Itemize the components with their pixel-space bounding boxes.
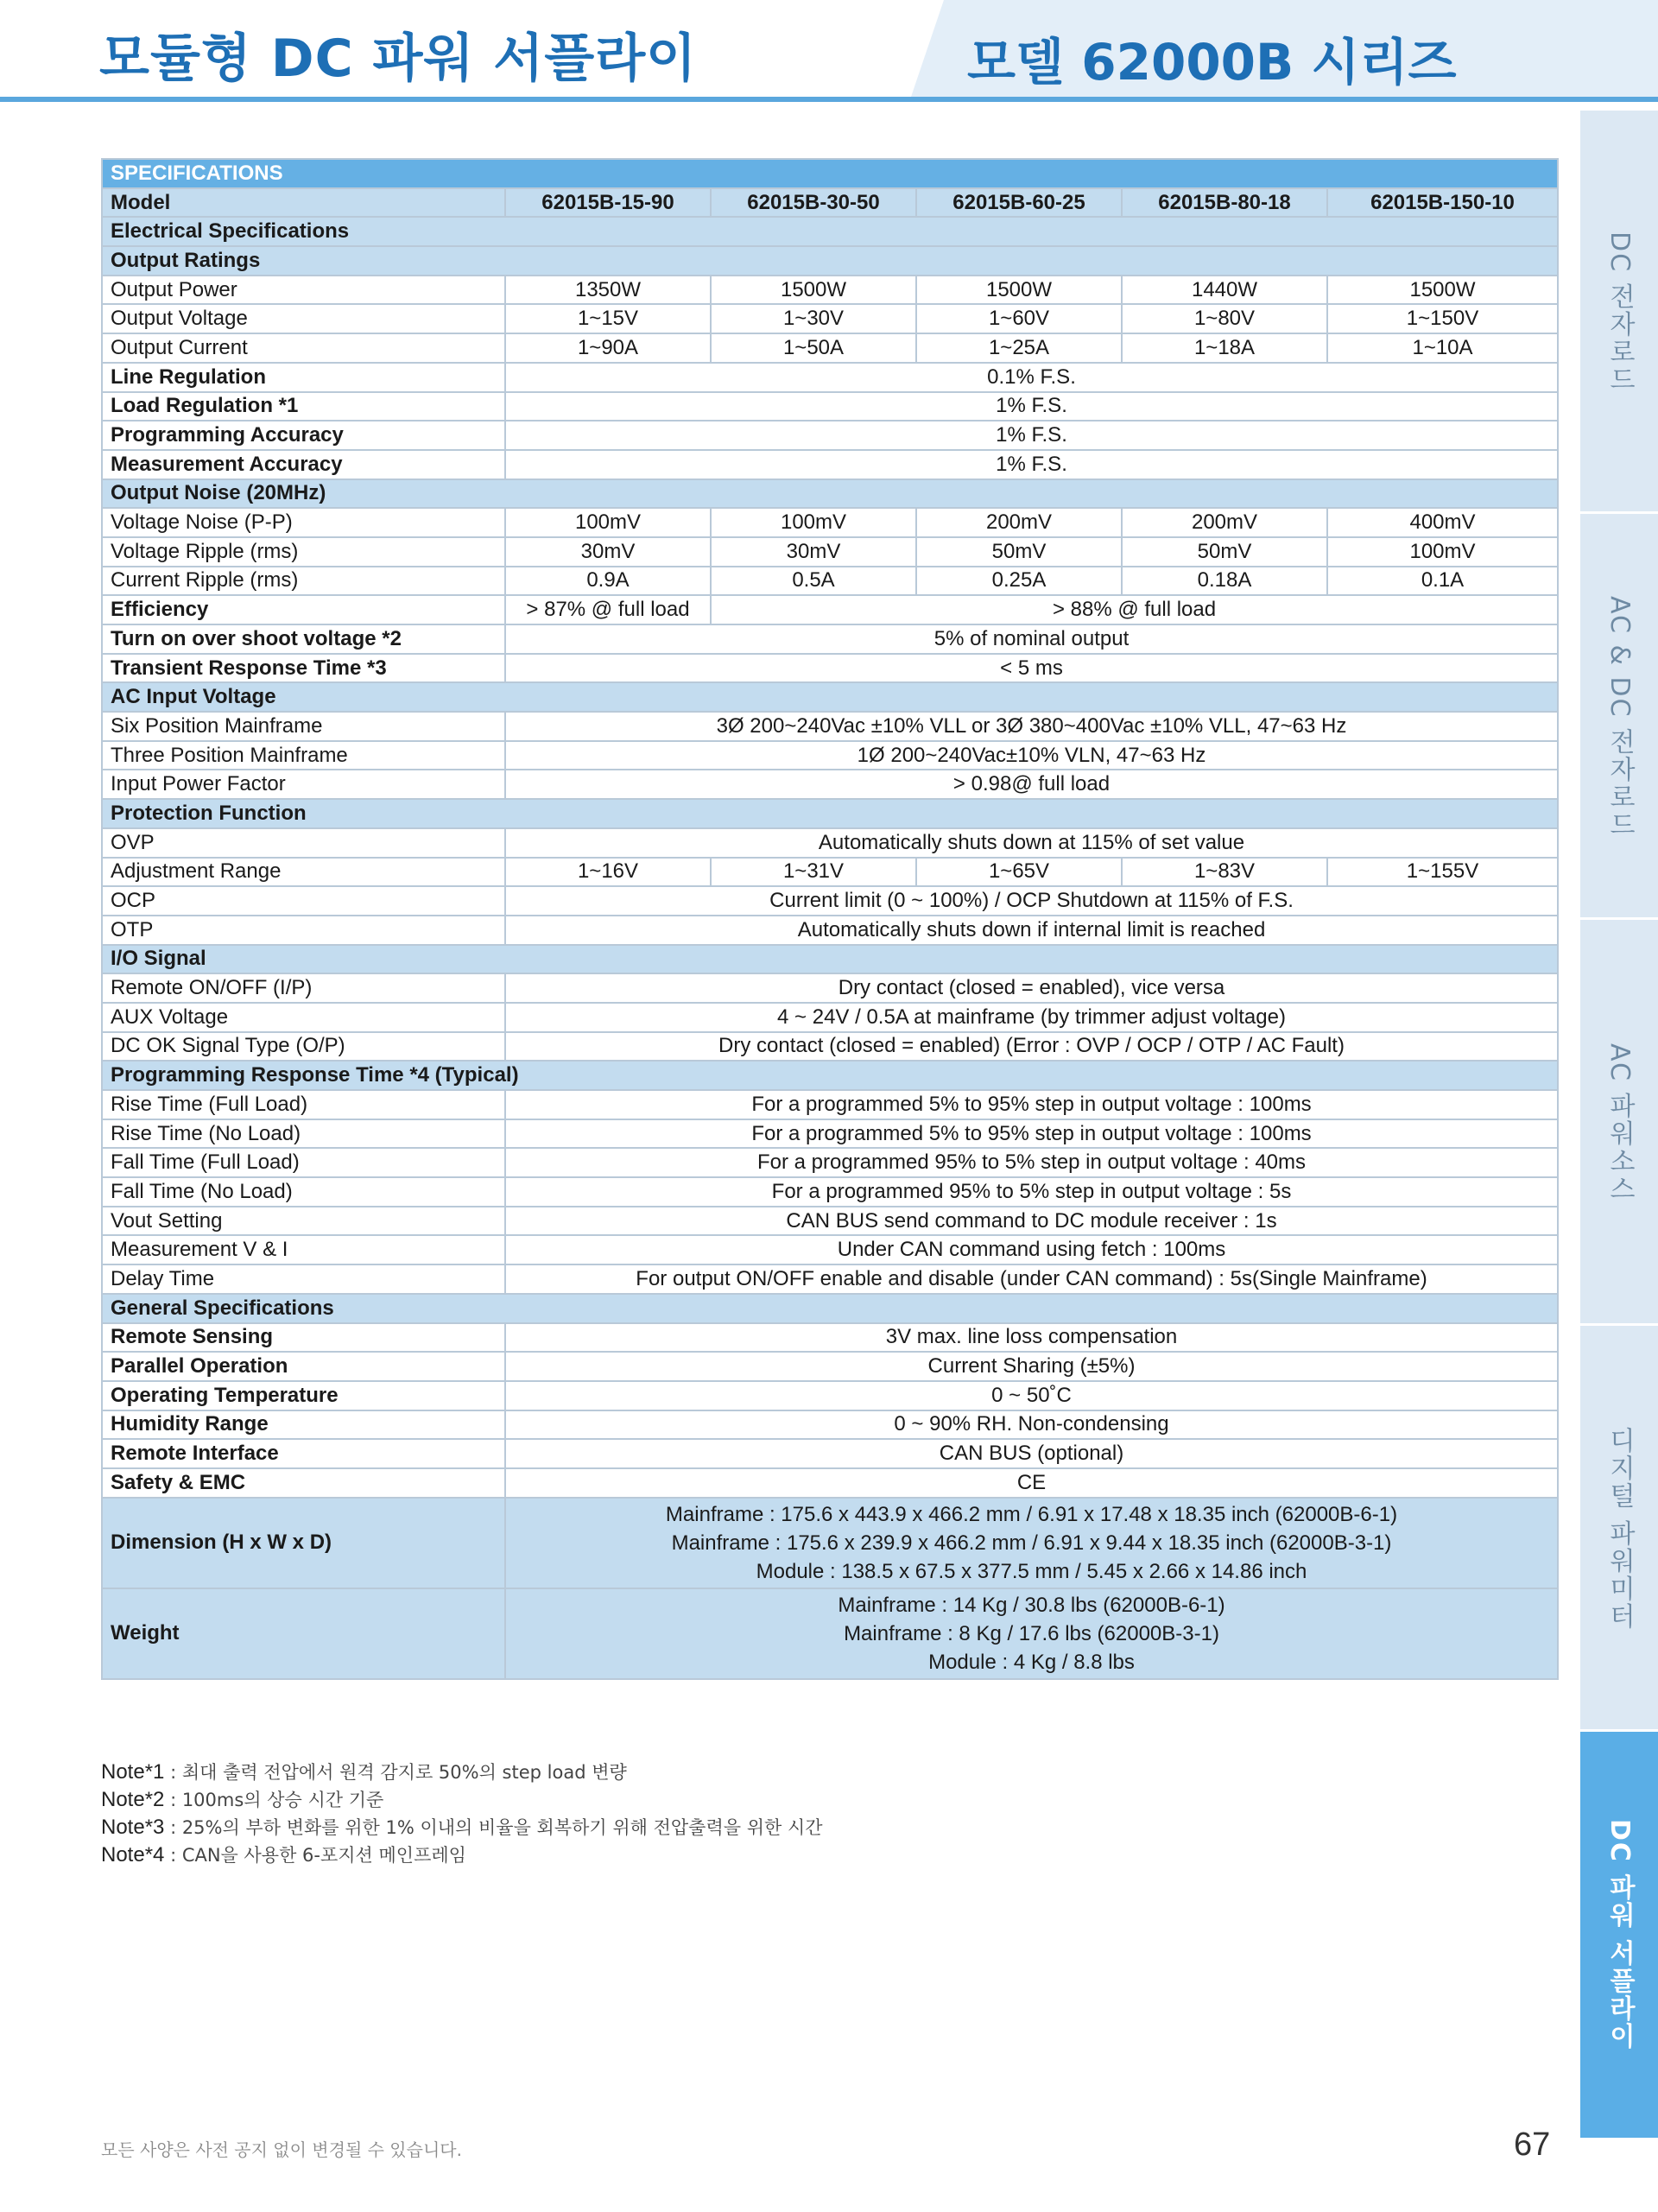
spec-label: Turn on over shoot voltage *2 — [102, 624, 505, 654]
spec-row-programming-accuracy — [102, 421, 1558, 450]
spec-row-weight — [102, 1588, 1558, 1679]
footnote-text: : CAN을 사용한 6-포지션 메인프레임 — [164, 1845, 466, 1866]
spec-value: > 0.98@ full load — [505, 770, 1558, 799]
section-row-ac-input-voltage — [102, 682, 1558, 712]
spec-value: 30mV — [711, 537, 916, 567]
spec-value: > 88% @ full load — [711, 595, 1558, 624]
footnotes — [101, 1759, 823, 1869]
section-label: AC Input Voltage — [102, 682, 1558, 712]
spec-value — [505, 1588, 1558, 1679]
spec-value: 1350W — [505, 276, 711, 305]
spec-row-fall-time-full-load — [102, 1148, 1558, 1177]
spec-value: 0.1% F.S. — [505, 363, 1558, 392]
header-divider — [0, 97, 1658, 102]
page-title: 모듈형 DC 파워 서플라이 — [99, 29, 698, 89]
footnote-key: Note*1 — [101, 1760, 165, 1784]
spec-label: Fall Time (No Load) — [102, 1177, 505, 1207]
spec-row-dimension-h-x-w-x-d — [102, 1498, 1558, 1588]
spec-value: Automatically shuts down if internal limit is reached — [505, 916, 1558, 945]
spec-row-rise-time-full-load — [102, 1090, 1558, 1119]
spec-row-dc-ok-signal-type-o-p — [102, 1032, 1558, 1062]
spec-value: CAN BUS send command to DC module receiver : 1s — [505, 1207, 1558, 1236]
spec-label: Current Ripple (rms) — [102, 567, 505, 596]
section-row-i-o-signal — [102, 945, 1558, 974]
spec-value-line: Module : 138.5 x 67.5 x 377.5 mm / 5.45 x 2.66 x 14.86 inch — [756, 1559, 1307, 1583]
model-header-row — [102, 188, 1558, 218]
spec-row-output-power — [102, 276, 1558, 305]
spec-row-aux-voltage — [102, 1003, 1558, 1032]
spec-label: Line Regulation — [102, 363, 505, 392]
spec-row-rise-time-no-load — [102, 1119, 1558, 1149]
spec-label: Programming Accuracy — [102, 421, 505, 450]
spec-label: Humidity Range — [102, 1410, 505, 1440]
spec-row-ovp — [102, 828, 1558, 858]
spec-value: Dry contact (closed = enabled) (Error : OVP / OCP / OTP / AC Fault) — [505, 1032, 1558, 1062]
model-name: 62015B-15-90 — [505, 188, 711, 218]
spec-value: Dry contact (closed = enabled), vice versa — [505, 973, 1558, 1003]
spec-value: 200mV — [1122, 508, 1327, 537]
spec-value: 1% F.S. — [505, 450, 1558, 479]
spec-value-line: Module : 4 Kg / 8.8 lbs — [928, 1650, 1135, 1674]
model-label: Model — [102, 188, 505, 218]
spec-value-line: Mainframe : 8 Kg / 17.6 lbs (62000B-3-1) — [844, 1621, 1219, 1645]
spec-value: For a programmed 95% to 5% step in output voltage : 5s — [505, 1177, 1558, 1207]
spec-value: 1~50A — [711, 333, 916, 363]
spec-value: 0.1A — [1327, 567, 1558, 596]
spec-value: CE — [505, 1468, 1558, 1498]
spec-value: 1~18A — [1122, 333, 1327, 363]
spec-value: 1440W — [1122, 276, 1327, 305]
spec-row-transient-response-time-3 — [102, 654, 1558, 683]
model-name: 62015B-80-18 — [1122, 188, 1327, 218]
spec-row-voltage-noise-p-p — [102, 508, 1558, 537]
section-row-electrical-specifications — [102, 217, 1558, 246]
spec-row-humidity-range — [102, 1410, 1558, 1440]
spec-value: 1~25A — [916, 333, 1122, 363]
spec-value: 0.5A — [711, 567, 916, 596]
spec-label: DC OK Signal Type (O/P) — [102, 1032, 505, 1062]
side-tab-digital-power-meter[interactable] — [1580, 1323, 1658, 1732]
side-tab-dc-power-supply[interactable] — [1580, 1729, 1658, 2138]
spec-value: 1% F.S. — [505, 421, 1558, 450]
spec-row-input-power-factor — [102, 770, 1558, 799]
spec-value-line: Mainframe : 175.6 x 239.9 x 466.2 mm / 6.91 x 9.44 x 18.35 inch (62000B-3-1) — [671, 1531, 1392, 1555]
section-row-programming-response-time-4-typical — [102, 1061, 1558, 1090]
spec-value: > 87% @ full load — [505, 595, 711, 624]
spec-value: 1% F.S. — [505, 392, 1558, 421]
spec-value: 1~65V — [916, 858, 1122, 887]
spec-value: Automatically shuts down at 115% of set value — [505, 828, 1558, 858]
specifications-title-row — [102, 159, 1558, 188]
spec-label: Rise Time (No Load) — [102, 1119, 505, 1149]
section-label: Programming Response Time *4 (Typical) — [102, 1061, 1558, 1090]
side-tab-label: DC 전자로드 — [1604, 231, 1635, 394]
spec-label: OTP — [102, 916, 505, 945]
spec-value: 400mV — [1327, 508, 1558, 537]
page-header — [0, 0, 1658, 105]
spec-label: Efficiency — [102, 595, 505, 624]
footnote-key: Note*3 — [101, 1816, 165, 1839]
spec-row-three-position-mainframe — [102, 741, 1558, 770]
spec-label: Weight — [102, 1588, 505, 1679]
spec-label: Operating Temperature — [102, 1381, 505, 1410]
spec-value: < 5 ms — [505, 654, 1558, 683]
spec-row-delay-time — [102, 1264, 1558, 1294]
footnote-key: Note*4 — [101, 1843, 165, 1867]
spec-value: 0.9A — [505, 567, 711, 596]
spec-value: 1~31V — [711, 858, 916, 887]
section-label: I/O Signal — [102, 945, 1558, 974]
spec-label: Adjustment Range — [102, 858, 505, 887]
spec-label: OVP — [102, 828, 505, 858]
model-series-title: 모델 62000B 시리즈 — [967, 33, 1457, 92]
spec-label: Output Voltage — [102, 304, 505, 333]
spec-row-turn-on-over-shoot-voltage-2 — [102, 624, 1558, 654]
model-name: 62015B-60-25 — [916, 188, 1122, 218]
spec-label: Transient Response Time *3 — [102, 654, 505, 683]
spec-value: CAN BUS (optional) — [505, 1439, 1558, 1468]
side-tab-label: DC 파워 서플라이 — [1604, 1819, 1635, 2050]
spec-value: For output ON/OFF enable and disable (under CAN command) : 5s(Single Mainframe) — [505, 1264, 1558, 1294]
section-row-output-ratings — [102, 246, 1558, 276]
spec-label: Fall Time (Full Load) — [102, 1148, 505, 1177]
spec-label: Six Position Mainframe — [102, 712, 505, 741]
spec-row-remote-interface — [102, 1439, 1558, 1468]
spec-value: 30mV — [505, 537, 711, 567]
spec-value: 200mV — [916, 508, 1122, 537]
section-row-general-specifications — [102, 1294, 1558, 1323]
spec-row-line-regulation — [102, 363, 1558, 392]
spec-row-vout-setting — [102, 1207, 1558, 1236]
spec-value: 100mV — [505, 508, 711, 537]
spec-row-measurement-v-i — [102, 1235, 1558, 1264]
footnote-text: : 100ms의 상승 시간 기준 — [164, 1790, 384, 1810]
spec-value: For a programmed 5% to 95% step in output voltage : 100ms — [505, 1119, 1558, 1149]
side-tab-ac-dc-electronic-load[interactable] — [1580, 511, 1658, 920]
spec-value: 0 ~ 50˚C — [505, 1381, 1558, 1410]
section-label: General Specifications — [102, 1294, 1558, 1323]
spec-row-safety-emc — [102, 1468, 1558, 1498]
footnote-key: Note*2 — [101, 1788, 165, 1811]
spec-label: Measurement Accuracy — [102, 450, 505, 479]
spec-value: For a programmed 95% to 5% step in output voltage : 40ms — [505, 1148, 1558, 1177]
page-number: 67 — [1514, 2126, 1551, 2163]
footnote — [101, 1814, 823, 1841]
section-label: Output Noise (20MHz) — [102, 479, 1558, 509]
spec-label: Parallel Operation — [102, 1352, 505, 1381]
spec-value: 1Ø 200~240Vac±10% VLN, 47~63 Hz — [505, 741, 1558, 770]
spec-value: 1500W — [1327, 276, 1558, 305]
spec-row-output-current — [102, 333, 1558, 363]
model-name: 62015B-150-10 — [1327, 188, 1558, 218]
spec-value: 1~30V — [711, 304, 916, 333]
spec-value-line: Mainframe : 175.6 x 443.9 x 466.2 mm / 6.91 x 17.48 x 18.35 inch (62000B-6-1) — [665, 1502, 1398, 1526]
spec-value: 1~80V — [1122, 304, 1327, 333]
section-label: Protection Function — [102, 799, 1558, 828]
spec-label: Load Regulation *1 — [102, 392, 505, 421]
spec-label: Three Position Mainframe — [102, 741, 505, 770]
section-row-output-noise-20mhz — [102, 479, 1558, 509]
spec-value: 0 ~ 90% RH. Non-condensing — [505, 1410, 1558, 1440]
spec-label: OCP — [102, 886, 505, 916]
specifications-table — [101, 158, 1559, 1680]
disclaimer-text: 모든 사양은 사전 공지 없이 변경될 수 있습니다. — [101, 2139, 462, 2160]
spec-value: 100mV — [711, 508, 916, 537]
side-tab-label: 디지털 파워미터 — [1604, 1427, 1635, 1631]
spec-value: 3Ø 200~240Vac ±10% VLL or 3Ø 380~400Vac ±10% VLL, 47~63 Hz — [505, 712, 1558, 741]
spec-row-load-regulation-1 — [102, 392, 1558, 421]
spec-value: 50mV — [916, 537, 1122, 567]
spec-value — [505, 1498, 1558, 1588]
spec-label: Vout Setting — [102, 1207, 505, 1236]
spec-value: 50mV — [1122, 537, 1327, 567]
footnote — [101, 1841, 823, 1869]
spec-value: 4 ~ 24V / 0.5A at mainframe (by trimmer adjust voltage) — [505, 1003, 1558, 1032]
spec-value: 1500W — [916, 276, 1122, 305]
spec-value: 1~15V — [505, 304, 711, 333]
spec-row-measurement-accuracy — [102, 450, 1558, 479]
specifications-title: SPECIFICATIONS — [102, 159, 1558, 188]
spec-row-fall-time-no-load — [102, 1177, 1558, 1207]
spec-label: Remote Interface — [102, 1439, 505, 1468]
spec-value: Current Sharing (±5%) — [505, 1352, 1558, 1381]
spec-row-remote-on-off-i-p — [102, 973, 1558, 1003]
spec-label: Remote Sensing — [102, 1323, 505, 1353]
spec-row-output-voltage — [102, 304, 1558, 333]
footnote-text: : 25%의 부하 변화를 위한 1% 이내의 비율을 회복하기 위해 전압출력을 위한 시간 — [164, 1817, 823, 1838]
section-row-protection-function — [102, 799, 1558, 828]
spec-value: Current limit (0 ~ 100%) / OCP Shutdown at 115% of F.S. — [505, 886, 1558, 916]
spec-value: 1~155V — [1327, 858, 1558, 887]
spec-value: 1500W — [711, 276, 916, 305]
spec-label: Voltage Noise (P-P) — [102, 508, 505, 537]
spec-row-otp — [102, 916, 1558, 945]
spec-row-adjustment-range — [102, 858, 1558, 887]
spec-value: 1~83V — [1122, 858, 1327, 887]
spec-row-current-ripple-rms — [102, 567, 1558, 596]
spec-value: For a programmed 5% to 95% step in output voltage : 100ms — [505, 1090, 1558, 1119]
spec-label: Voltage Ripple (rms) — [102, 537, 505, 567]
spec-row-operating-temperature — [102, 1381, 1558, 1410]
side-tab-label: AC 파워소스 — [1604, 1043, 1635, 1203]
spec-row-remote-sensing — [102, 1323, 1558, 1353]
spec-value: 1~10A — [1327, 333, 1558, 363]
spec-row-six-position-mainframe — [102, 712, 1558, 741]
spec-value: 1~90A — [505, 333, 711, 363]
footnote — [101, 1759, 823, 1786]
spec-row-efficiency — [102, 595, 1558, 624]
spec-row-parallel-operation — [102, 1352, 1558, 1381]
spec-value: 3V max. line loss compensation — [505, 1323, 1558, 1353]
spec-value: 1~16V — [505, 858, 711, 887]
side-tab-ac-power-source[interactable] — [1580, 917, 1658, 1326]
spec-label: Measurement V & I — [102, 1235, 505, 1264]
spec-label: Safety & EMC — [102, 1468, 505, 1498]
section-label: Electrical Specifications — [102, 217, 1558, 246]
spec-label: Output Current — [102, 333, 505, 363]
spec-label: Remote ON/OFF (I/P) — [102, 973, 505, 1003]
spec-value: 0.25A — [916, 567, 1122, 596]
spec-value: Under CAN command using fetch : 100ms — [505, 1235, 1558, 1264]
spec-label: Input Power Factor — [102, 770, 505, 799]
side-tab-label: AC & DC 전자로드 — [1604, 595, 1635, 839]
spec-value: 100mV — [1327, 537, 1558, 567]
spec-row-ocp — [102, 886, 1558, 916]
spec-value: 1~60V — [916, 304, 1122, 333]
model-name: 62015B-30-50 — [711, 188, 916, 218]
spec-label: Rise Time (Full Load) — [102, 1090, 505, 1119]
footnote-text: : 최대 출력 전압에서 원격 감지로 50%의 step load 변량 — [164, 1762, 627, 1783]
spec-value: 1~150V — [1327, 304, 1558, 333]
footnote — [101, 1786, 823, 1814]
section-label: Output Ratings — [102, 246, 1558, 276]
spec-label: Delay Time — [102, 1264, 505, 1294]
spec-label: Dimension (H x W x D) — [102, 1498, 505, 1588]
spec-value: 5% of nominal output — [505, 624, 1558, 654]
spec-value-line: Mainframe : 14 Kg / 30.8 lbs (62000B-6-1) — [838, 1593, 1225, 1617]
spec-row-voltage-ripple-rms — [102, 537, 1558, 567]
spec-label: Output Power — [102, 276, 505, 305]
spec-label: AUX Voltage — [102, 1003, 505, 1032]
side-tab-dc-electronic-load[interactable] — [1580, 108, 1658, 514]
spec-value: 0.18A — [1122, 567, 1327, 596]
